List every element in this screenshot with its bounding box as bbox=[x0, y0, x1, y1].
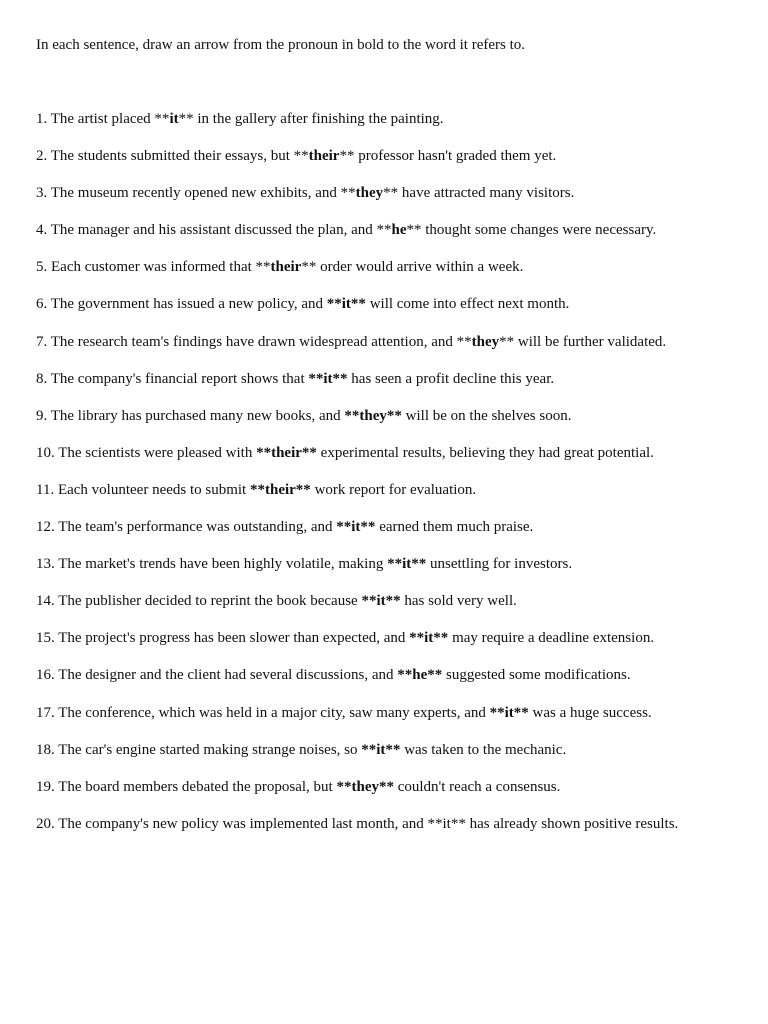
bold-pronoun: **they** bbox=[336, 778, 394, 795]
sentence-text: 11. Each volunteer needs to submit bbox=[36, 481, 250, 498]
bold-pronoun: it bbox=[169, 111, 179, 127]
sentence-item bbox=[36, 146, 748, 183]
sentence-text: 1. The artist placed ** bbox=[36, 111, 170, 127]
bold-pronoun: they bbox=[471, 333, 500, 350]
sentence-text: 6. The government has issued a new policy, and bbox=[36, 296, 327, 313]
sentence-text: ** order would arrive within a week. bbox=[301, 259, 524, 276]
bold-pronoun: **it** bbox=[409, 630, 449, 647]
bold-pronoun: their bbox=[308, 148, 340, 165]
bold-pronoun: **it** bbox=[326, 296, 366, 313]
sentence-text: will be on the shelves soon. bbox=[401, 407, 572, 424]
sentence-item bbox=[36, 220, 748, 257]
bold-pronoun: **it** bbox=[308, 370, 348, 387]
sentence-text: 5. Each customer was informed that ** bbox=[36, 259, 271, 276]
bold-pronoun: **it** bbox=[336, 519, 376, 536]
bold-pronoun: they bbox=[355, 185, 384, 202]
sentence-text: 17. The conference, which was held in a major city, saw many experts, and bbox=[36, 704, 490, 721]
sentence-text: 10. The scientists were pleased with bbox=[36, 444, 257, 461]
sentence-item bbox=[36, 740, 748, 777]
sentence-text: work report for evaluation. bbox=[310, 481, 477, 498]
sentence-text: couldn't reach a consensus. bbox=[393, 778, 561, 795]
sentence-text: 12. The team's performance was outstanding, and bbox=[36, 519, 337, 536]
bold-pronoun: **it** bbox=[489, 704, 529, 721]
sentence-text: ** will be further validated. bbox=[499, 333, 667, 350]
sentence-text: ** in the gallery after finishing the painting. bbox=[178, 111, 444, 127]
bold-pronoun: **their** bbox=[249, 481, 311, 498]
sentence-text: 8. The company's financial report shows that bbox=[36, 370, 309, 387]
instruction-text: In each sentence, draw an arrow from the pronoun in bold to the word it refers to. bbox=[36, 37, 526, 53]
sentence-item bbox=[36, 554, 748, 591]
sentence-text: will come into effect next month. bbox=[365, 296, 570, 313]
bold-pronoun: **it** bbox=[361, 593, 401, 610]
sentence-text: has sold very well. bbox=[400, 593, 517, 610]
sentence-text: 18. The car's engine started making strange noises, so bbox=[36, 741, 362, 758]
sentence-text: 14. The publisher decided to reprint the book because bbox=[36, 593, 362, 610]
sentence-text: was a huge success. bbox=[528, 704, 652, 721]
sentence-item bbox=[36, 665, 748, 702]
sentence-text: 13. The market's trends have been highly volatile, making bbox=[36, 556, 388, 573]
sentence-text: 15. The project's progress has been slower than expected, and bbox=[36, 630, 410, 647]
bold-pronoun: he bbox=[391, 222, 407, 239]
sentence-item bbox=[36, 294, 748, 331]
sentence-text: 2. The students submitted their essays, but ** bbox=[36, 148, 309, 165]
bold-pronoun: **they** bbox=[344, 407, 402, 424]
sentence-item bbox=[36, 814, 748, 851]
sentence-list bbox=[36, 109, 748, 851]
sentence-text: 7. The research team's findings have drawn widespread attention, and ** bbox=[36, 333, 472, 350]
sentence-text: unsettling for investors. bbox=[426, 556, 573, 573]
sentence-text: 19. The board members debated the proposal, but bbox=[36, 778, 337, 795]
sentence-item bbox=[36, 369, 748, 406]
sentence-item bbox=[36, 480, 748, 517]
sentence-item bbox=[36, 183, 748, 220]
sentence-text: 9. The library has purchased many new books, and bbox=[36, 407, 345, 424]
sentence-item bbox=[36, 406, 748, 443]
sentence-text: 16. The designer and the client had several discussions, and bbox=[36, 667, 398, 684]
sentence-text: experimental results, believing they had great potential. bbox=[316, 444, 654, 461]
sentence-item bbox=[36, 517, 748, 554]
sentence-item bbox=[36, 777, 748, 814]
bold-pronoun: **their** bbox=[256, 444, 317, 461]
sentence-text: ** have attracted many visitors. bbox=[383, 185, 575, 202]
sentence-text: may require a deadline extension. bbox=[448, 630, 655, 647]
bold-pronoun: **he** bbox=[397, 667, 443, 684]
sentence-item bbox=[36, 628, 748, 665]
sentence-text: 4. The manager and his assistant discussed the plan, and ** bbox=[36, 222, 392, 239]
sentence-text: suggested some modifications. bbox=[442, 667, 631, 684]
sentence-item bbox=[36, 257, 748, 294]
sentence-text: 20. The company's new policy was implemented last month, and **it** has already shown positive results. bbox=[36, 815, 679, 832]
sentence-text: earned them much praise. bbox=[375, 519, 534, 536]
bold-pronoun: their bbox=[270, 259, 302, 276]
sentence-text: ** thought some changes were necessary. bbox=[406, 222, 657, 239]
sentence-text: has seen a profit decline this year. bbox=[347, 370, 555, 387]
sentence-item bbox=[36, 703, 748, 740]
sentence-item bbox=[36, 332, 748, 369]
sentence-item bbox=[36, 443, 748, 480]
bold-pronoun: **it** bbox=[387, 556, 427, 573]
sentence-text: was taken to the mechanic. bbox=[400, 741, 567, 758]
sentence-item bbox=[36, 109, 748, 146]
sentence-item bbox=[36, 591, 748, 628]
sentence-text: ** professor hasn't graded them yet. bbox=[339, 148, 557, 165]
sentence-text: 3. The museum recently opened new exhibits, and ** bbox=[36, 185, 356, 202]
bold-pronoun: **it** bbox=[361, 741, 401, 758]
